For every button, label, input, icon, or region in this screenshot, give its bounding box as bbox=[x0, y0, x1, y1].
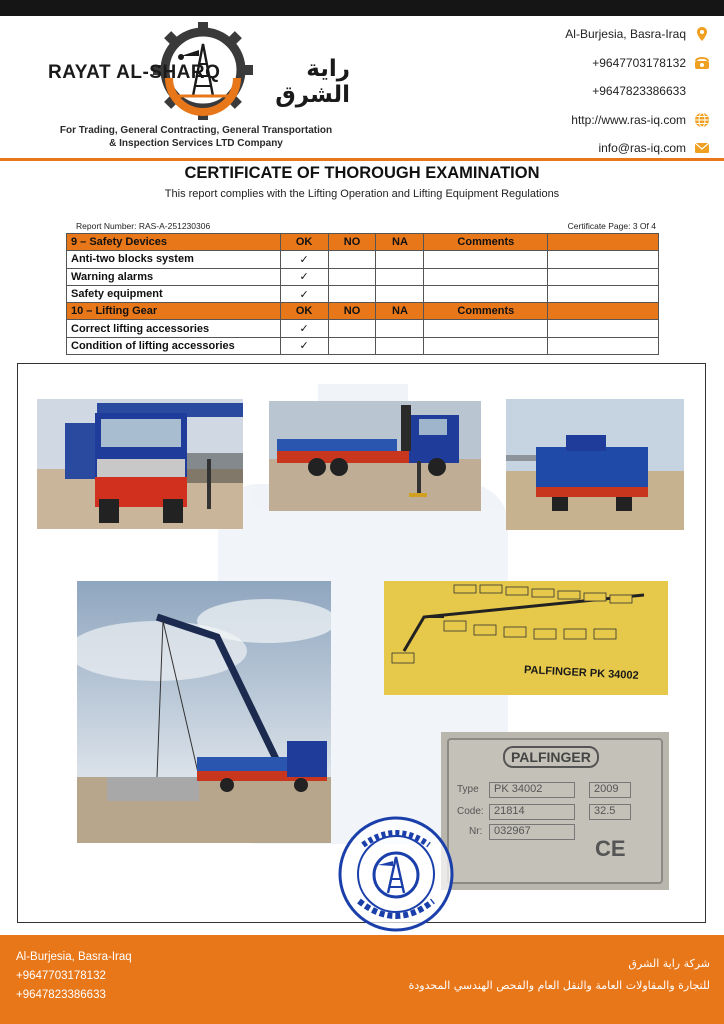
globe-icon bbox=[694, 112, 710, 128]
plate-capacity: 32.5 bbox=[589, 804, 631, 820]
logo-subtitle bbox=[46, 124, 346, 150]
item-label: Condition of lifting accessories bbox=[67, 337, 281, 354]
document-subtitle: This report complies with the Lifting Operation and Lifting Equipment Regulations bbox=[164, 188, 560, 200]
item-comments bbox=[424, 320, 548, 337]
item-comments bbox=[424, 337, 548, 354]
section-header-safety-devices bbox=[67, 234, 659, 251]
table-row bbox=[67, 337, 659, 354]
photo-serial-plate bbox=[441, 732, 669, 890]
item-comments bbox=[424, 268, 548, 285]
plate-brand: PALFINGER bbox=[503, 746, 599, 768]
footer bbox=[0, 935, 724, 1024]
document-title: CERTIFICATE OF THOROUGH EXAMINATION bbox=[184, 164, 540, 182]
footer-phone-1: +9647703178132 bbox=[16, 970, 106, 982]
photo-crane-lifting bbox=[77, 581, 331, 843]
item-comments bbox=[424, 251, 548, 268]
contact-website-text: http://www.ras-iq.com bbox=[571, 112, 686, 127]
item-comments bbox=[424, 285, 548, 302]
logo-subtitle-line2: & Inspection Services LTD Company bbox=[109, 138, 283, 149]
col-na: NA bbox=[376, 303, 424, 320]
col-comments: Comments bbox=[424, 234, 548, 251]
table-row bbox=[67, 268, 659, 285]
item-label: Anti-two blocks system bbox=[67, 251, 281, 268]
item-ok: ✓ bbox=[280, 337, 328, 354]
contact-list bbox=[490, 20, 710, 163]
item-no bbox=[328, 268, 376, 285]
logo-text-english: RAYAT AL-SHARQ bbox=[48, 62, 221, 83]
location-pin-icon bbox=[694, 26, 710, 42]
item-no bbox=[328, 251, 376, 268]
section-header-lifting-gear bbox=[67, 303, 659, 320]
col-ok: OK bbox=[280, 234, 328, 251]
company-logo bbox=[40, 22, 350, 152]
plate-type-label: Type bbox=[457, 784, 479, 795]
footer-contacts bbox=[16, 948, 132, 1005]
phone-icon bbox=[694, 55, 710, 71]
contact-email-text: info@ras-iq.com bbox=[598, 141, 686, 156]
photo-truck-front bbox=[37, 399, 243, 529]
col-comments: Comments bbox=[424, 303, 548, 320]
item-ok: ✓ bbox=[280, 251, 328, 268]
company-stamp bbox=[337, 815, 455, 933]
contact-phone-2-text: +9647823386633 bbox=[592, 84, 686, 99]
footer-company-arabic bbox=[409, 953, 710, 997]
item-no bbox=[328, 337, 376, 354]
top-bar bbox=[0, 0, 724, 16]
photo-load-chart bbox=[384, 581, 668, 695]
item-ok: ✓ bbox=[280, 268, 328, 285]
item-label: Safety equipment bbox=[67, 285, 281, 302]
col-ok: OK bbox=[280, 303, 328, 320]
contact-address-text: Al-Burjesia, Basra-Iraq bbox=[565, 27, 686, 42]
item-extra bbox=[548, 251, 659, 268]
footer-address: Al-Burjesia, Basra-Iraq bbox=[16, 951, 132, 963]
col-extra bbox=[548, 234, 659, 251]
footer-phone-2: +9647823386633 bbox=[16, 989, 106, 1001]
item-extra bbox=[548, 268, 659, 285]
table-row bbox=[67, 251, 659, 268]
contact-website bbox=[490, 106, 710, 135]
item-na bbox=[376, 285, 424, 302]
col-no: NO bbox=[328, 303, 376, 320]
table-row bbox=[67, 285, 659, 302]
item-extra bbox=[548, 320, 659, 337]
photo-truck-rear bbox=[506, 399, 684, 530]
contact-phone-1-text: +9647703178132 bbox=[592, 55, 686, 70]
footer-company-desc-ar: للتجارة والمقاولات العامة والنقل العام والفحص الهندسي المحدودة bbox=[408, 979, 710, 992]
table-row bbox=[67, 320, 659, 337]
item-na bbox=[376, 337, 424, 354]
contact-phone-1 bbox=[490, 49, 710, 78]
plate-year: 2009 bbox=[589, 782, 631, 798]
report-number: Report Number: RAS-A-251230306 bbox=[76, 221, 211, 231]
section-title: 10 – Lifting Gear bbox=[67, 303, 281, 320]
plate-nr-label: Nr: bbox=[469, 826, 483, 837]
photo-truck-side bbox=[269, 401, 481, 511]
plate-code-label: Code: bbox=[457, 806, 484, 817]
item-ok: ✓ bbox=[280, 285, 328, 302]
item-no bbox=[328, 320, 376, 337]
plate-type-value: PK 34002 bbox=[489, 782, 575, 798]
col-extra bbox=[548, 303, 659, 320]
envelope-icon bbox=[694, 140, 710, 156]
item-ok: ✓ bbox=[280, 320, 328, 337]
examination-table bbox=[66, 233, 659, 355]
item-na bbox=[376, 268, 424, 285]
footer-company-name-ar: شركة راية الشرق bbox=[628, 957, 710, 970]
logo-subtitle-line1: For Trading, General Contracting, General Transportation bbox=[59, 125, 333, 136]
item-no bbox=[328, 285, 376, 302]
item-extra bbox=[548, 337, 659, 354]
item-label: Correct lifting accessories bbox=[67, 320, 281, 337]
contact-phone-2 bbox=[490, 77, 710, 106]
stamp-seal-icon bbox=[337, 815, 455, 933]
certificate-page: Certificate Page: 3 Of 4 bbox=[567, 221, 656, 231]
item-na bbox=[376, 320, 424, 337]
logo-text-arabic: راية الشرق bbox=[275, 56, 350, 108]
contact-address bbox=[490, 20, 710, 49]
item-label: Warning alarms bbox=[67, 268, 281, 285]
section-title: 9 – Safety Devices bbox=[67, 234, 281, 251]
header-divider bbox=[0, 158, 724, 161]
col-na: NA bbox=[376, 234, 424, 251]
item-extra bbox=[548, 285, 659, 302]
col-no: NO bbox=[328, 234, 376, 251]
plate-nr-value: 032967 bbox=[489, 824, 575, 840]
plate-ce-mark: CE bbox=[595, 836, 626, 861]
load-chart-brand: PALFINGER PK 34002 bbox=[523, 664, 639, 682]
plate-code-value: 21814 bbox=[489, 804, 575, 820]
item-na bbox=[376, 251, 424, 268]
